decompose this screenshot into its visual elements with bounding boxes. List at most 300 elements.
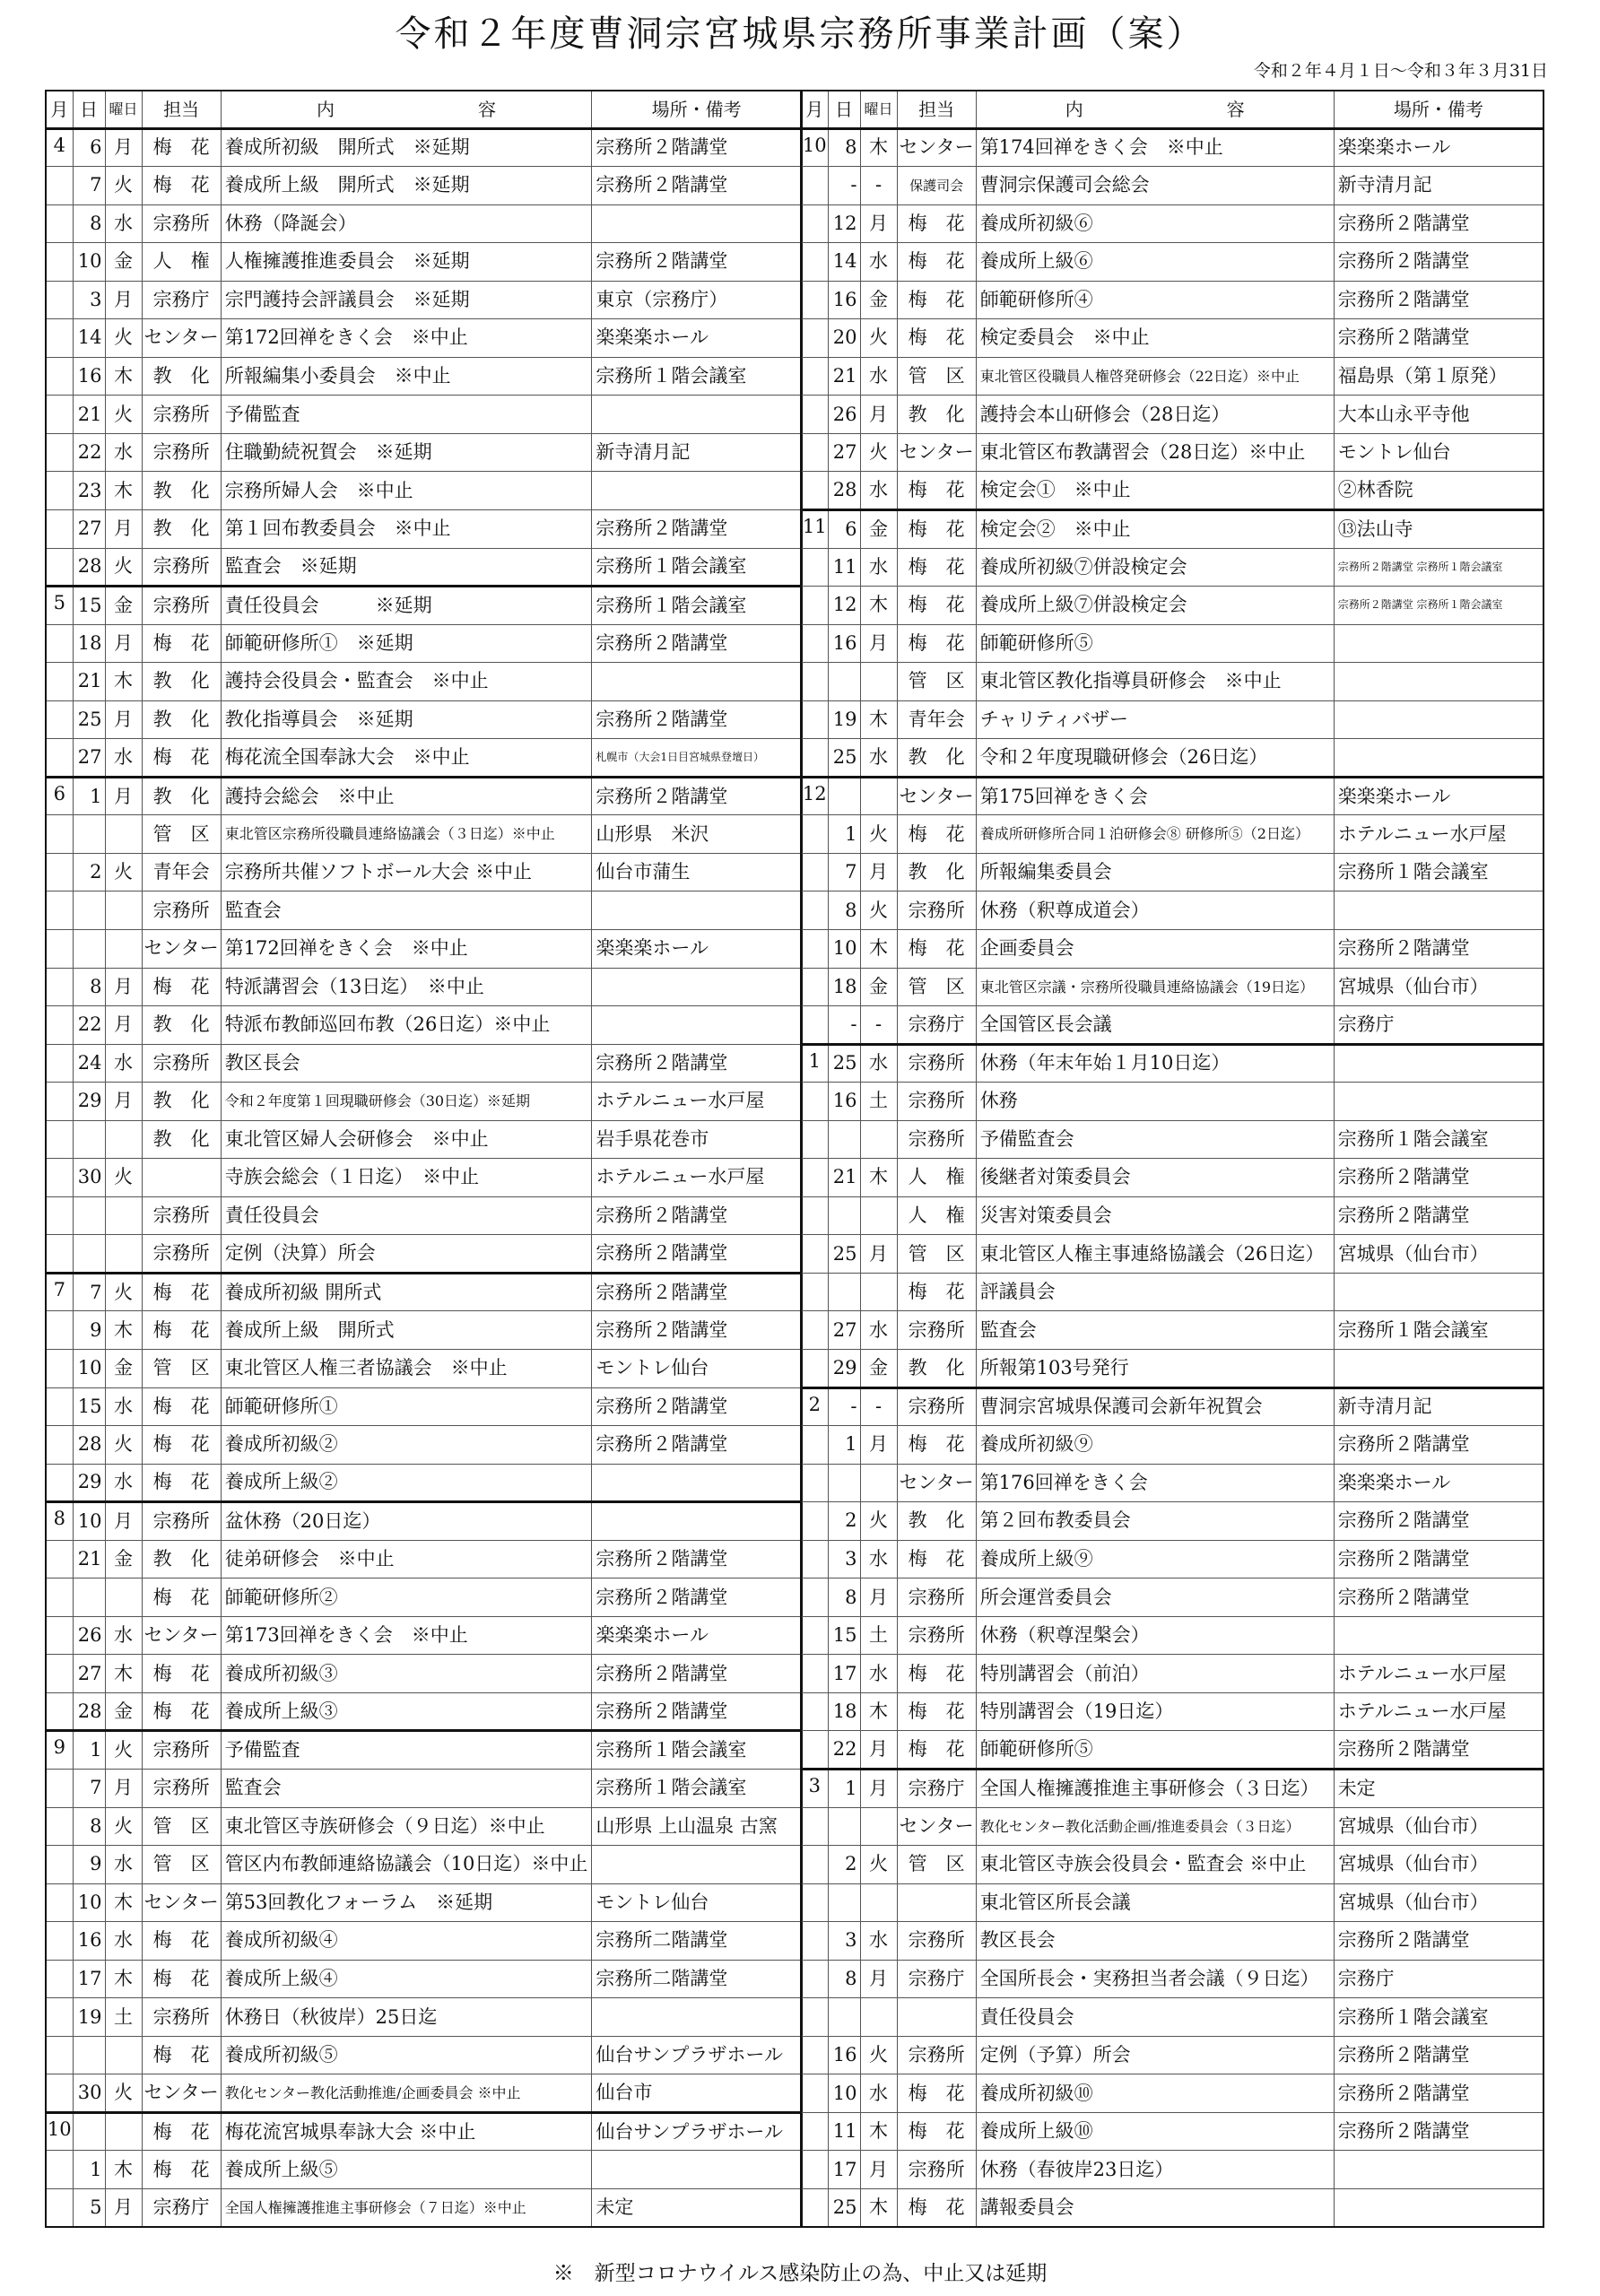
table-row <box>46 472 802 510</box>
month-cell <box>801 700 828 739</box>
day-cell: 3 <box>73 281 105 319</box>
weekday-cell: - <box>860 167 897 205</box>
weekday-cell: 木 <box>860 1159 897 1197</box>
place-cell: 楽楽楽ホール <box>592 1616 802 1655</box>
day-cell: 2 <box>828 1846 860 1884</box>
place-cell: 新寺清月記 <box>592 433 802 472</box>
dept-cell: 宗務所 <box>142 891 221 930</box>
content-cell: 特別講習会（19日迄） <box>976 1692 1334 1731</box>
place-cell: 宮城県（仙台市） <box>1334 1807 1543 1846</box>
weekday-cell: 火 <box>105 1159 142 1197</box>
weekday-cell: 水 <box>105 1846 142 1884</box>
day-cell: 12 <box>828 587 860 625</box>
table-row <box>46 2189 802 2228</box>
month-cell <box>801 1502 828 1541</box>
day-cell <box>828 777 860 815</box>
weekday-cell: 月 <box>860 624 897 663</box>
dept-cell: 梅 花 <box>142 1922 221 1961</box>
content-cell: 管区内布教師連絡協議会（10日迄）※中止 <box>221 1846 592 1884</box>
day-cell: 15 <box>828 1616 860 1655</box>
month-cell <box>46 1311 73 1350</box>
weekday-cell: 金 <box>105 1350 142 1388</box>
day-cell: 17 <box>73 1960 105 1998</box>
day-cell: 3 <box>828 1540 860 1578</box>
content-cell: 梅花流宮城県奉詠大会 ※中止 <box>221 2112 592 2151</box>
place-cell: 宗務庁 <box>1334 1006 1543 1045</box>
dept-cell: 教 化 <box>142 1006 221 1045</box>
day-cell <box>73 2112 105 2151</box>
weekday-cell: 木 <box>860 587 897 625</box>
content-cell: 休務 <box>976 1083 1334 1121</box>
table-row <box>801 1846 1543 1884</box>
table-row <box>46 929 802 968</box>
place-cell: 宗務所２階講堂 <box>1334 1731 1543 1770</box>
weekday-cell <box>860 1196 897 1235</box>
place-cell: 宗務所２階講堂 <box>1334 1196 1543 1235</box>
month-cell <box>801 1883 828 1922</box>
month-cell <box>46 1846 73 1884</box>
table-row <box>801 1159 1543 1197</box>
place-cell: 宗務所２階講堂 <box>1334 243 1543 282</box>
table-row <box>801 1196 1543 1235</box>
dept-cell: 宗務所 <box>142 1196 221 1235</box>
place-cell: 宗務所１階会議室 <box>592 1731 802 1770</box>
weekday-cell: 水 <box>105 1387 142 1426</box>
dept-cell: センター <box>142 1883 221 1922</box>
content-cell: 宗門護持会評議員会 ※延期 <box>221 281 592 319</box>
content-cell: 梅花流全国奉詠大会 ※中止 <box>221 739 592 778</box>
content-cell: 東北管区役職員人権啓発研修会（22日迄）※中止 <box>976 357 1334 396</box>
weekday-cell: 金 <box>105 587 142 625</box>
content-cell: 東北管区宗務所役職員連絡協議会（３日迄）※中止 <box>221 815 592 854</box>
table-row <box>801 1006 1543 1045</box>
day-cell: 16 <box>828 1083 860 1121</box>
day-cell: 21 <box>73 1540 105 1578</box>
day-cell <box>73 1578 105 1617</box>
weekday-cell: 火 <box>105 1273 142 1311</box>
dept-cell: 宗務所 <box>142 433 221 472</box>
day-cell: 10 <box>73 1883 105 1922</box>
month-cell <box>46 319 73 358</box>
content-cell: 第174回禅をきく会 ※中止 <box>976 128 1334 167</box>
content-cell: 令和２年度現職研修会（26日迄） <box>976 739 1334 778</box>
table-row <box>801 1731 1543 1770</box>
place-cell: 宗務所２階講堂 宗務所１階会議室 <box>1334 548 1543 587</box>
weekday-cell: 木 <box>860 128 897 167</box>
content-cell: 曹洞宗宮城県保護司会新年祝賀会 <box>976 1387 1334 1426</box>
weekday-cell: 木 <box>860 1692 897 1731</box>
weekday-cell: 火 <box>860 1502 897 1541</box>
dept-cell: 梅 花 <box>142 1426 221 1465</box>
content-cell: 寺族会総会（１日迄） ※中止 <box>221 1159 592 1197</box>
day-cell: 2 <box>828 1502 860 1541</box>
weekday-cell <box>105 1578 142 1617</box>
weekday-cell: 月 <box>105 624 142 663</box>
weekday-cell: 水 <box>860 1922 897 1961</box>
day-cell: - <box>828 1006 860 1045</box>
place-cell: 宗務所２階講堂 <box>1334 2112 1543 2151</box>
day-cell: 10 <box>73 1350 105 1388</box>
month-cell <box>801 1807 828 1846</box>
table-row <box>46 1998 802 2037</box>
dept-cell: 梅 花 <box>142 624 221 663</box>
dept-cell: 梅 花 <box>142 1578 221 1617</box>
month-cell: 6 <box>46 777 73 815</box>
table-row <box>801 1273 1543 1311</box>
month-cell <box>46 700 73 739</box>
place-cell: 宗務所２階講堂 <box>1334 319 1543 358</box>
content-cell: 住職勤続祝賀会 ※延期 <box>221 433 592 472</box>
table-row <box>46 968 802 1006</box>
month-cell: 11 <box>801 509 828 548</box>
dept-cell: 梅 花 <box>897 2112 976 2151</box>
month-cell <box>801 472 828 510</box>
month-cell <box>801 1083 828 1121</box>
table-row <box>801 891 1543 930</box>
weekday-cell: 月 <box>105 281 142 319</box>
month-cell: 9 <box>46 1731 73 1770</box>
dept-cell: 宗務所 <box>142 1731 221 1770</box>
table-row <box>801 548 1543 587</box>
day-cell: 30 <box>73 2074 105 2113</box>
month-cell <box>46 243 73 282</box>
weekday-cell: 月 <box>105 777 142 815</box>
place-cell: 札幌市（大会1日目宮城県登壇日） <box>592 739 802 778</box>
weekday-cell: 水 <box>860 548 897 587</box>
month-cell <box>46 891 73 930</box>
content-cell: 第172回禅をきく会 ※中止 <box>221 929 592 968</box>
dept-cell: 管 区 <box>897 968 976 1006</box>
month-cell <box>801 1464 828 1502</box>
content-cell: 東北管区所長会議 <box>976 1883 1334 1922</box>
day-cell: 1 <box>828 1770 860 1808</box>
dept-cell <box>142 1159 221 1197</box>
day-cell: 6 <box>828 509 860 548</box>
weekday-cell <box>860 777 897 815</box>
content-cell: 養成所上級⑨ <box>976 1540 1334 1578</box>
day-cell: 8 <box>73 1807 105 1846</box>
dept-cell: 教 化 <box>142 1120 221 1159</box>
day-cell: 8 <box>828 1960 860 1998</box>
weekday-cell: 火 <box>105 319 142 358</box>
month-cell <box>46 624 73 663</box>
month-cell <box>801 167 828 205</box>
day-cell: 16 <box>73 1922 105 1961</box>
place-cell: 未定 <box>1334 1770 1543 1808</box>
day-cell: 8 <box>73 204 105 243</box>
table-row <box>46 1350 802 1388</box>
day-cell: 28 <box>73 1692 105 1731</box>
place-cell: 大本山永平寺他 <box>1334 396 1543 434</box>
table-row <box>801 1083 1543 1121</box>
place-cell <box>592 1464 802 1502</box>
month-cell <box>801 587 828 625</box>
table-row <box>801 739 1543 778</box>
day-cell: 15 <box>73 587 105 625</box>
dept-cell: 教 化 <box>142 472 221 510</box>
place-cell: 楽楽楽ホール <box>592 319 802 358</box>
header-month: 月 <box>46 91 73 128</box>
place-cell <box>1334 891 1543 930</box>
day-cell: 17 <box>828 1655 860 1693</box>
dept-cell: 梅 花 <box>897 1655 976 1693</box>
place-cell <box>592 472 802 510</box>
content-cell: 休務（降誕会） <box>221 204 592 243</box>
month-cell <box>801 1540 828 1578</box>
content-cell: 養成所上級⑥ <box>976 243 1334 282</box>
place-cell: ホテルニュー水戸屋 <box>592 1159 802 1197</box>
content-cell: 企画委員会 <box>976 929 1334 968</box>
weekday-cell: 木 <box>105 1655 142 1693</box>
content-cell: 養成所初級② <box>221 1426 592 1465</box>
month-cell <box>801 281 828 319</box>
header-dept: 担当 <box>142 91 221 128</box>
dept-cell: 青年会 <box>897 700 976 739</box>
place-cell: 宗務所２階講堂 <box>1334 204 1543 243</box>
month-cell <box>801 891 828 930</box>
content-cell: 養成所上級② <box>221 1464 592 1502</box>
content-cell: 東北管区寺族会役員会・監査会 ※中止 <box>976 1846 1334 1884</box>
place-cell <box>592 663 802 701</box>
place-cell: ホテルニュー水戸屋 <box>1334 815 1543 854</box>
weekday-cell: 火 <box>105 1426 142 1465</box>
weekday-cell: 水 <box>860 243 897 282</box>
month-cell <box>801 2074 828 2113</box>
weekday-cell <box>860 1273 897 1311</box>
dept-cell <box>897 1998 976 2037</box>
table-row <box>801 929 1543 968</box>
dept-cell: 宗務所 <box>142 587 221 625</box>
day-cell: 1 <box>73 777 105 815</box>
dept-cell: 管 区 <box>897 1846 976 1884</box>
weekday-cell: 月 <box>860 204 897 243</box>
weekday-cell: 火 <box>105 396 142 434</box>
day-cell: 8 <box>828 1578 860 1617</box>
dept-cell: センター <box>142 929 221 968</box>
table-row <box>801 204 1543 243</box>
place-cell: 宗務所２階講堂 <box>1334 1502 1543 1541</box>
weekday-cell: - <box>860 1387 897 1426</box>
place-cell: 岩手県花巻市 <box>592 1120 802 1159</box>
month-cell <box>801 1273 828 1311</box>
table-row <box>801 587 1543 625</box>
place-cell: 宗務所２階講堂 <box>592 700 802 739</box>
table-row <box>801 815 1543 854</box>
month-cell <box>46 929 73 968</box>
day-cell: 11 <box>828 2112 860 2151</box>
month-cell <box>46 2151 73 2189</box>
day-cell <box>828 1273 860 1311</box>
dept-cell: 管 区 <box>142 1807 221 1846</box>
dept-cell: センター <box>142 1616 221 1655</box>
content-cell: 第173回禅をきく会 ※中止 <box>221 1616 592 1655</box>
table-row <box>801 1350 1543 1388</box>
place-cell: 宗務所２階講堂 <box>592 1540 802 1578</box>
day-cell: 23 <box>73 472 105 510</box>
month-cell: 1 <box>801 1044 828 1083</box>
place-cell: 東京（宗務庁） <box>592 281 802 319</box>
month-cell <box>801 1350 828 1388</box>
month-cell: 7 <box>46 1273 73 1311</box>
month-cell <box>801 1235 828 1274</box>
table-row <box>801 1311 1543 1350</box>
content-cell: 養成所上級③ <box>221 1692 592 1731</box>
day-cell: 10 <box>828 929 860 968</box>
content-cell: 護持会本山研修会（28日迄） <box>976 396 1334 434</box>
content-cell: 検定委員会 ※中止 <box>976 319 1334 358</box>
day-cell: 10 <box>73 1502 105 1541</box>
day-cell: 3 <box>828 1922 860 1961</box>
day-cell: 28 <box>73 548 105 587</box>
weekday-cell: 火 <box>105 1731 142 1770</box>
dept-cell: 教 化 <box>142 509 221 548</box>
content-cell: 責任役員会 <box>976 1998 1334 2037</box>
weekday-cell: 水 <box>105 1922 142 1961</box>
place-cell: 宗務所２階講堂 <box>1334 1159 1543 1197</box>
month-cell <box>801 624 828 663</box>
place-cell: 宗務所２階講堂 <box>592 243 802 282</box>
place-cell: ②林香院 <box>1334 472 1543 510</box>
weekday-cell: 土 <box>105 1998 142 2037</box>
month-cell <box>46 433 73 472</box>
dept-cell: 保護司会 <box>897 167 976 205</box>
dept-cell: 教 化 <box>142 1540 221 1578</box>
content-cell: 養成所初級⑩ <box>976 2074 1334 2113</box>
weekday-cell <box>105 1120 142 1159</box>
table-row <box>46 700 802 739</box>
month-cell: 8 <box>46 1502 73 1541</box>
weekday-cell <box>860 1998 897 2037</box>
weekday-cell: 火 <box>105 2074 142 2113</box>
month-cell <box>46 2189 73 2228</box>
weekday-cell: 火 <box>860 815 897 854</box>
content-cell: 養成所初級③ <box>221 1655 592 1693</box>
table-row <box>46 1922 802 1961</box>
month-cell <box>46 357 73 396</box>
day-cell: 18 <box>828 968 860 1006</box>
table-row <box>46 1159 802 1197</box>
weekday-cell: 水 <box>860 2074 897 2113</box>
content-cell: 所会運営委員会 <box>976 1578 1334 1617</box>
header-day: 日 <box>73 91 105 128</box>
weekday-cell <box>105 815 142 854</box>
day-cell: 8 <box>828 891 860 930</box>
dept-cell: 宗務庁 <box>897 1770 976 1808</box>
table-row <box>46 396 802 434</box>
dept-cell: 人 権 <box>897 1159 976 1197</box>
content-cell: 教化センター教化活動推進/企画委員会 ※中止 <box>221 2074 592 2113</box>
content-cell: 教化指導員会 ※延期 <box>221 700 592 739</box>
day-cell <box>73 1120 105 1159</box>
place-cell: モントレ仙台 <box>592 1350 802 1388</box>
month-cell <box>801 1120 828 1159</box>
table-row <box>46 548 802 587</box>
month-cell <box>801 1578 828 1617</box>
place-cell: 宗務所２階講堂 <box>592 1044 802 1083</box>
month-cell <box>801 1616 828 1655</box>
header-weekday: 曜日 <box>860 91 897 128</box>
weekday-cell: 月 <box>105 1502 142 1541</box>
content-cell: 監査会 <box>976 1311 1334 1350</box>
place-cell: ホテルニュー水戸屋 <box>592 1083 802 1121</box>
dept-cell: 宗務所 <box>142 1235 221 1274</box>
content-cell: 盆休務（20日迄） <box>221 1502 592 1541</box>
weekday-cell: 土 <box>860 1083 897 1121</box>
content-cell: 養成所研修所合同１泊研修会⑧ 研修所⑤（2日迄） <box>976 815 1334 854</box>
content-cell: 第176回禅をきく会 <box>976 1464 1334 1502</box>
place-cell: 宗務所２階講堂 <box>1334 2074 1543 2113</box>
place-cell <box>592 204 802 243</box>
weekday-cell: 金 <box>860 968 897 1006</box>
weekday-cell: 木 <box>105 1311 142 1350</box>
content-cell: 養成所初級⑨ <box>976 1426 1334 1465</box>
content-cell: 東北管区人権三者協議会 ※中止 <box>221 1350 592 1388</box>
content-cell: 東北管区寺族研修会（９日迄）※中止 <box>221 1807 592 1846</box>
month-cell <box>46 167 73 205</box>
place-cell: 宗務所２階講堂 宗務所１階会議室 <box>1334 587 1543 625</box>
day-cell: 8 <box>73 968 105 1006</box>
place-cell: 新寺清月記 <box>1334 1387 1543 1426</box>
day-cell <box>73 891 105 930</box>
day-cell: 9 <box>73 1846 105 1884</box>
weekday-cell: 火 <box>860 1846 897 1884</box>
weekday-cell: 水 <box>105 1464 142 1502</box>
month-cell <box>801 1998 828 2037</box>
month-cell <box>801 357 828 396</box>
weekday-cell: 水 <box>860 1044 897 1083</box>
content-cell: 監査会 <box>221 891 592 930</box>
place-cell: 宗務所２階講堂 <box>1334 281 1543 319</box>
content-cell: 養成所上級⑦併設検定会 <box>976 587 1334 625</box>
dept-cell: センター <box>897 128 976 167</box>
table-row <box>801 396 1543 434</box>
content-cell: 全国人権擁護推進主事研修会（３日迄） <box>976 1770 1334 1808</box>
place-cell <box>592 1846 802 1884</box>
place-cell: ホテルニュー水戸屋 <box>1334 1692 1543 1731</box>
place-cell: 宗務所２階講堂 <box>592 1426 802 1465</box>
dept-cell: 宗務所 <box>897 1044 976 1083</box>
table-row <box>46 1044 802 1083</box>
day-cell: 1 <box>73 2151 105 2189</box>
day-cell: 25 <box>828 1235 860 1274</box>
content-cell: 検定会① ※中止 <box>976 472 1334 510</box>
content-cell: 監査会 ※延期 <box>221 548 592 587</box>
table-row <box>46 891 802 930</box>
dept-cell: 梅 花 <box>142 2112 221 2151</box>
table-row <box>46 815 802 854</box>
weekday-cell: 金 <box>105 243 142 282</box>
month-cell: 12 <box>801 777 828 815</box>
place-cell: 宗務所１階会議室 <box>592 357 802 396</box>
content-cell: 教区長会 <box>221 1044 592 1083</box>
dept-cell: 教 化 <box>142 1083 221 1121</box>
weekday-cell: 水 <box>860 1655 897 1693</box>
place-cell: モントレ仙台 <box>1334 433 1543 472</box>
header-place: 場所・備考 <box>592 91 802 128</box>
content-cell: 師範研修所⑤ <box>976 624 1334 663</box>
month-cell <box>801 1426 828 1465</box>
dept-cell: 梅 花 <box>142 1387 221 1426</box>
day-cell: 16 <box>73 357 105 396</box>
place-cell <box>592 1006 802 1045</box>
place-cell: 宗務所２階講堂 <box>592 1578 802 1617</box>
header-weekday: 曜日 <box>105 91 142 128</box>
month-cell <box>46 1960 73 1998</box>
place-cell <box>1334 624 1543 663</box>
content-cell: 責任役員会 ※延期 <box>221 587 592 625</box>
place-cell <box>1334 1616 1543 1655</box>
content-cell: 養成所初級⑥ <box>976 204 1334 243</box>
